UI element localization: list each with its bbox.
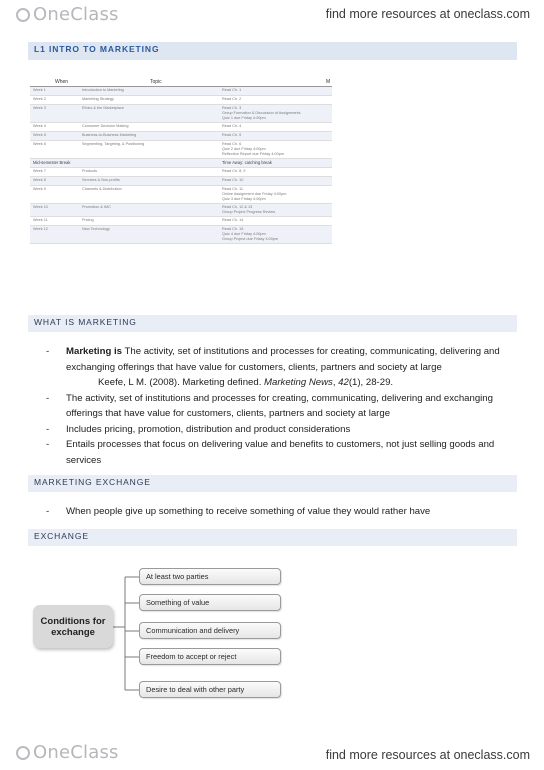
cell-note-line: Reflection Report due Friday 4:00pm xyxy=(222,152,285,156)
header-m: M xyxy=(326,79,331,85)
table-row xyxy=(30,96,332,105)
cell-topic: New Technology xyxy=(82,227,110,231)
cell-note-line: Read Ch. 10 xyxy=(222,178,244,182)
cell-note-line: Read Ch. 5 xyxy=(222,133,242,137)
table-row xyxy=(30,132,332,141)
cell-when: Week 10 xyxy=(33,205,48,209)
cell-topic: Introduction to Marketing xyxy=(82,88,124,92)
term-is: is xyxy=(111,346,122,357)
header-when: When xyxy=(55,79,69,85)
list-item xyxy=(46,422,516,438)
cell-notes xyxy=(222,124,241,129)
cell-note-line: Read Ch. 6 xyxy=(222,142,242,146)
cell-when: Week 2 xyxy=(33,97,46,101)
cell-when: Week 8 xyxy=(33,178,46,182)
section-header-what-is-marketing xyxy=(28,315,517,332)
cell-notes xyxy=(222,133,241,138)
cell-note-line: Quiz 3 due Friday 4:00pm xyxy=(222,197,266,201)
cell-note-line: Quiz 4 due Friday 4:00pm xyxy=(222,232,266,236)
cell-topic: Channels & Distribution xyxy=(82,187,122,191)
cell-notes xyxy=(222,106,301,121)
definition-text: The activity, set of institutions and processes for creating, communicating, delivering and exchanging offerings that have value for customers, clients, partners and society at large xyxy=(66,346,500,373)
condition-node: Something of value xyxy=(139,594,281,611)
schedule-table xyxy=(30,78,332,244)
resources-link-header[interactable]: find more resources at oneclass.com xyxy=(325,7,530,21)
cell-notes xyxy=(222,218,243,223)
cell-when: Week 7 xyxy=(33,169,46,173)
cell-note-line: Read Ch. 8, 9 xyxy=(222,169,246,173)
list-item xyxy=(46,391,516,422)
list-item xyxy=(46,437,516,468)
citation-sep: , xyxy=(332,377,339,388)
cell-topic: Products xyxy=(82,169,97,173)
table-row xyxy=(30,217,332,226)
section-title: EXCHANGE xyxy=(34,531,89,541)
list-item xyxy=(46,344,516,375)
table-row xyxy=(30,87,332,96)
list-item xyxy=(46,504,516,520)
condition-node: Communication and delivery xyxy=(139,622,281,639)
cell-notes xyxy=(222,178,243,183)
cell-when: Week 3 xyxy=(33,106,46,110)
cell-note-line: Quiz 1 due Friday 4:00pm xyxy=(222,116,266,120)
brand-logo-header xyxy=(16,4,119,25)
header-topic: Topic xyxy=(150,79,162,85)
section-header-exchange xyxy=(28,529,517,546)
cell-note-line: Group Project due Friday 4:00pm xyxy=(222,237,279,241)
cell-note-line: Read Ch. 1 xyxy=(222,88,242,92)
cell-when: Week 9 xyxy=(33,187,46,191)
cell-when: Week 11 xyxy=(33,218,48,222)
section-title: MARKETING EXCHANGE xyxy=(34,477,151,487)
table-row xyxy=(30,226,332,244)
cell-topic: Pricing xyxy=(82,218,94,222)
bullet-dash: - xyxy=(46,506,50,517)
citation-volume: 42 xyxy=(338,377,349,388)
cell-note-line: Read Ch. 3 xyxy=(222,106,242,110)
cell-topic: Marketing Strategy xyxy=(82,97,114,101)
condition-node: Desire to deal with other party xyxy=(139,681,281,698)
cell-notes xyxy=(222,160,272,165)
condition-node: Freedom to accept or reject xyxy=(139,648,281,665)
cell-note-line: Online Assignment due Friday 4:00pm xyxy=(222,192,287,196)
cell-notes xyxy=(222,142,284,157)
cell-note-line: Quiz 2 due Friday 4:00pm xyxy=(222,147,266,151)
list-item-text: The activity, set of institutions and processes for creating, communicating, delivering and exchanging offerings that have value for customers, clients, partners and society at large xyxy=(66,392,493,419)
cell-topic: Consumer Decision Making xyxy=(82,124,129,128)
table-body xyxy=(30,87,332,244)
cell-notes xyxy=(222,97,241,102)
table-row xyxy=(30,186,332,204)
cell-when: Week 6 xyxy=(33,142,46,146)
citation-author: Keefe, L M. (2008). Marketing defined. xyxy=(98,377,265,388)
bullet-dash: - xyxy=(46,423,50,435)
brand-name: OneClass xyxy=(33,742,119,763)
cell-note-line: Read Ch. 2 xyxy=(222,97,242,101)
bullet-dash: - xyxy=(46,439,50,450)
bullet-dash: - xyxy=(46,346,50,357)
condition-node: At least two parties xyxy=(139,568,281,585)
cell-note-line: Time Away: catching break xyxy=(222,160,272,165)
citation-pages: (1), 28-29. xyxy=(348,377,394,388)
table-row xyxy=(30,105,332,123)
cell-when: Week 5 xyxy=(33,133,46,137)
cell-note-line: Read Ch. 12 & 13 xyxy=(222,205,253,209)
oneclass-logo-icon xyxy=(16,8,30,22)
cell-notes xyxy=(222,187,286,202)
term-marketing: Marketing xyxy=(66,346,112,357)
cell-note-line: Read Ch. 11 xyxy=(222,187,244,191)
cell-note-line: Read Ch. 15 xyxy=(222,227,244,231)
cell-notes xyxy=(222,169,245,174)
conditions-for-exchange-box: Conditions for exchange xyxy=(33,605,113,648)
cell-when: Week 4 xyxy=(33,124,46,128)
exchange-conditions-diagram xyxy=(27,560,327,700)
cell-notes xyxy=(222,205,275,215)
citation xyxy=(46,375,516,391)
cell-topic: Ethics & the Marketplace xyxy=(82,106,124,110)
cell-when: Mid-semester Break xyxy=(33,160,71,165)
section-header-intro xyxy=(28,42,517,60)
table-row xyxy=(30,159,332,168)
table-row xyxy=(30,141,332,159)
cell-topic: Segmenting, Targeting, & Positioning xyxy=(82,142,145,146)
resources-link-footer[interactable]: find more resources at oneclass.com xyxy=(325,748,530,762)
cell-note-line: Read Ch. 4 xyxy=(222,124,242,128)
citation-journal: Marketing News xyxy=(264,377,333,388)
cell-notes xyxy=(222,88,241,93)
cell-note-line: Read Ch. 14 xyxy=(222,218,244,222)
list-item-text: Includes pricing, promotion, distribution and product considerations xyxy=(66,423,351,435)
cell-topic: Services & Non-profits xyxy=(82,178,120,182)
table-row xyxy=(30,168,332,177)
cell-topic: Promotion & IMC xyxy=(82,205,111,209)
list-item-text: Entails processes that focus on delivering value and benefits to customers, not just selling goods and services xyxy=(66,439,495,466)
section-header-marketing-exchange xyxy=(28,475,517,492)
table-row xyxy=(30,204,332,217)
cell-notes xyxy=(222,227,278,242)
cell-when: Week 12 xyxy=(33,227,48,231)
bullet-dash: - xyxy=(46,392,50,404)
what-is-marketing-list xyxy=(46,344,516,468)
cell-note-line: Group Project Progress Review xyxy=(222,210,276,214)
marketing-exchange-list xyxy=(46,504,516,520)
brand-name: OneClass xyxy=(33,4,119,25)
oneclass-logo-icon xyxy=(16,746,30,760)
table-row xyxy=(30,123,332,132)
cell-when: Week 1 xyxy=(33,88,46,92)
cell-topic: Business-to-Business Marketing xyxy=(82,133,137,137)
cell-note-line: Group Formation & Discussion of Assignments xyxy=(222,111,301,115)
table-row xyxy=(30,177,332,186)
section-title: WHAT IS MARKETING xyxy=(34,317,137,327)
brand-logo-footer xyxy=(16,742,119,763)
table-header xyxy=(30,78,332,87)
section-title: L1 INTRO TO MARKETING xyxy=(34,44,160,54)
list-item-text: When people give up something to receive something of value they would rather have xyxy=(66,506,431,517)
